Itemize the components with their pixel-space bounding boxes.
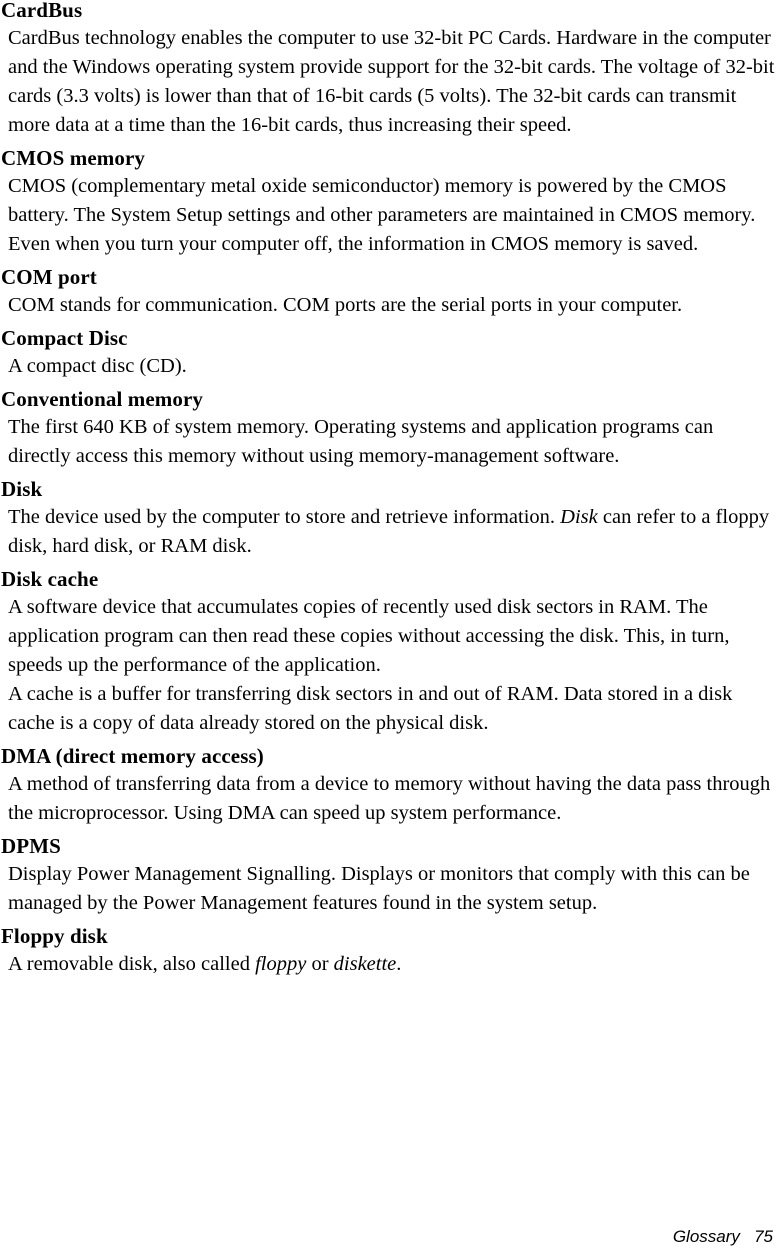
glossary-entry-conventional-memory	[0, 385, 781, 471]
definition-text: CardBus technology enables the computer to use 32-bit PC Cards. Hardware in the computer and the Windows operating system provide support for the 32-bit cards. The voltage of 32-bit cards (3.3 volts) is lower than that of 16-bit cards (5 volts). The 32-bit cards can transmit more data at a time than the 16-bit cards, thus increasing their speed.	[8, 27, 775, 136]
glossary-term: COM port	[1, 265, 97, 289]
glossary-definition	[0, 291, 781, 320]
definition-text: A method of transferring data from a device to memory without having the data pass through the microprocessor. Using DMA can speed up system performance.	[8, 773, 771, 824]
glossary-entry-floppy-disk	[0, 922, 781, 979]
glossary-entry-disk-cache	[0, 565, 781, 738]
definition-text: or	[306, 953, 334, 975]
glossary-entry-disk	[0, 475, 781, 561]
glossary-definition	[0, 770, 781, 828]
glossary-term: Conventional memory	[1, 387, 203, 411]
definition-text: A compact disc (CD).	[8, 355, 187, 377]
emphasis-text: Disk	[560, 506, 598, 528]
glossary-term: Disk	[1, 477, 43, 501]
definition-text: can refer to a floppy disk, hard disk, or RAM disk.	[8, 506, 770, 557]
glossary-entry-cmos-memory	[0, 144, 781, 259]
emphasis-text: floppy	[255, 953, 307, 975]
definition-text: A cache is a buffer for transferring disk sectors in and out of RAM. Data stored in a disk cache is a copy of data already stored on the physical disk.	[8, 683, 733, 734]
glossary-definition	[0, 413, 781, 471]
definition-text: .	[396, 953, 402, 975]
glossary-definition	[0, 503, 781, 561]
glossary-term: DMA (direct memory access)	[1, 744, 264, 768]
definition-text: CMOS (complementary metal oxide semiconductor) memory is powered by the CMOS battery. The System Setup settings and other parameters are maintained in CMOS memory. Even when you turn your computer off, the information in CMOS memory is saved.	[8, 175, 756, 255]
glossary-definition	[0, 593, 781, 680]
definition-text: COM stands for communication. COM ports are the serial ports in your computer.	[8, 294, 683, 316]
glossary-definition	[0, 950, 781, 979]
glossary-term: CardBus	[1, 0, 83, 22]
glossary-definition	[0, 352, 781, 381]
definition-text: A software device that accumulates copies of recently used disk sectors in RAM. The application program can then read these copies without accessing the disk. This, in turn, speeds up the performance of the application.	[8, 596, 730, 676]
glossary-entry-dpms	[0, 832, 781, 918]
glossary-entry-com-port	[0, 263, 781, 320]
page-number: 75	[754, 1227, 773, 1246]
glossary-term: CMOS memory	[1, 146, 145, 170]
glossary-definition	[0, 172, 781, 259]
definition-text: The first 640 KB of system memory. Operating systems and application programs can directly access this memory without using memory-management software.	[8, 416, 714, 467]
footer-section-title: Glossary	[672, 1227, 740, 1246]
definition-text: A removable disk, also called	[8, 953, 256, 975]
glossary-term: Floppy disk	[1, 924, 108, 948]
glossary-definition	[0, 860, 781, 918]
glossary-term: Compact Disc	[1, 326, 128, 350]
glossary-entry-dma	[0, 742, 781, 828]
glossary-entry-compact-disc	[0, 324, 781, 381]
page-footer	[673, 1227, 773, 1247]
definition-text: The device used by the computer to store and retrieve information.	[8, 506, 561, 528]
definition-text: Display Power Management Signalling. Displays or monitors that comply with this can be managed by the Power Management features found in the system setup.	[8, 863, 750, 914]
emphasis-text: diskette	[333, 953, 397, 975]
glossary-term: Disk cache	[1, 567, 99, 591]
glossary-term: DPMS	[1, 834, 61, 858]
glossary-definition	[0, 24, 781, 140]
glossary-entry-cardbus	[0, 0, 781, 140]
glossary-definition	[0, 680, 781, 738]
